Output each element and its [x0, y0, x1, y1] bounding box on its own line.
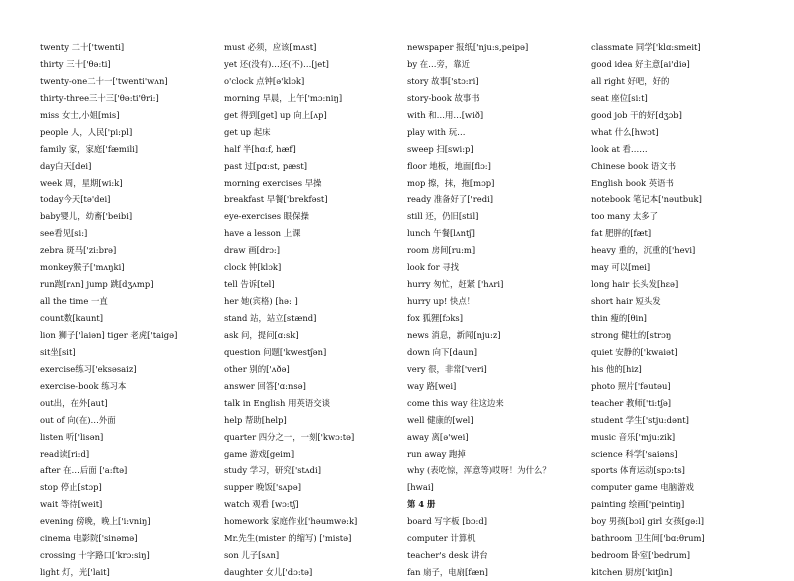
vocab-entry: exercise练习['eksəsaiz]	[40, 363, 137, 374]
vocab-entry: her 她(宾格) [hə: ]	[224, 296, 298, 307]
vocab-entry: too many 太多了	[591, 211, 658, 222]
vocab-entry: answer 回答['ɑ:nsə]	[224, 380, 306, 391]
vocab-entry: clock 钟[klɔk]	[224, 262, 282, 273]
vocab-entry: heavy 重的，沉重的['hevi]	[591, 245, 696, 256]
vocab-entry: look for 寻找	[407, 262, 460, 273]
vocab-entry: student 学生['stju:dənt]	[591, 414, 689, 425]
vocab-entry: long hair 长头发[hɛə]	[591, 279, 679, 290]
vocab-entry: stop 停止[stɔp]	[40, 482, 102, 493]
vocab-entry: light 灯，光['lait]	[40, 567, 110, 578]
vocab-entry: mop 擦，抹，拖[mɔp]	[407, 177, 495, 188]
vocab-entry: miss 女士,小姐[mis]	[40, 109, 120, 120]
vocab-entry: music 音乐['mju:zik]	[591, 431, 676, 442]
vocab-entry: have a lesson 上课	[224, 228, 301, 239]
vocab-entry: bedroom 卧室['bedrum]	[591, 550, 690, 561]
vocab-entry: twenty 二十['twenti]	[40, 42, 125, 52]
vocab-entry: kitchen 厨房['kitʃin]	[591, 567, 673, 578]
vocab-entry: board 写字板 [bɔ:d]	[407, 516, 487, 527]
vocab-entry: game 游戏[geim]	[224, 448, 295, 459]
vocab-entry: out of 向(在)…外面	[40, 414, 116, 425]
vocab-column-1	[40, 39, 210, 581]
vocab-entry: out出，在外[aut]	[40, 397, 108, 408]
book-section-heading: 第 4 册	[407, 499, 436, 510]
vocab-entry: morning exercises 早操	[224, 177, 322, 188]
vocab-entry: zebra 斑马['zi:brə]	[40, 245, 117, 256]
vocab-entry: news 消息，新闻[nju:z]	[407, 329, 501, 340]
vocab-entry: morning 早晨，上午['mɔ:niŋ]	[224, 92, 343, 103]
vocab-entry: draw 画[drɔ:]	[224, 245, 280, 256]
vocab-entry: sweep 扫[swi:p]	[407, 143, 474, 154]
vocab-entry: Mr.先生(mister 的缩写) ['mistə]	[224, 533, 352, 544]
vocab-entry: other 别的['ʌðə]	[224, 363, 290, 374]
vocab-entry: stand 站，站立[stænd]	[224, 313, 317, 323]
vocab-entry: today今天[tə'dei]	[40, 194, 111, 205]
vocab-entry: may 可以[mei]	[591, 262, 651, 273]
vocab-entry: room 房间[ru:m]	[407, 245, 476, 256]
vocab-entry: lunch 午餐[lʌntʃ]	[407, 228, 475, 239]
vocab-entry: sports 体育运动[spɔ:ts]	[591, 465, 685, 476]
vocab-entry: quiet 安静的['kwaiət]	[591, 346, 678, 357]
vocab-entry: wait 等待[weit]	[40, 499, 103, 510]
vocab-entry: play with 玩…	[407, 126, 466, 137]
vocab-entry: short hair 短头发	[591, 296, 661, 307]
vocab-entry: help 帮助[help]	[224, 414, 287, 425]
vocab-entry: count数[kaunt]	[40, 313, 104, 323]
vocab-entry: daughter 女儿['dɔ:tə]	[224, 567, 313, 578]
vocab-entry: come this way 往这边来	[407, 397, 504, 408]
vocab-entry: photo 照片['fəutəu]	[591, 380, 671, 391]
vocab-entry: tell 告诉[tel]	[224, 279, 275, 290]
vocab-entry: past 过[pɑ:st, pæst]	[224, 160, 308, 171]
vocab-entry: yet 还(没有)…还(不)…[jet]	[224, 58, 329, 69]
vocab-entry: talk in English 用英语交谈	[224, 397, 330, 408]
vocab-entry: bathroom 卫生间['bɑ:θrum]	[591, 533, 705, 544]
vocab-entry: [hwai]	[407, 482, 434, 493]
vocab-entry: week 周，星期[wi:k]	[40, 177, 123, 188]
vocab-entry: after 在…后面 ['a:ftə]	[40, 465, 128, 476]
vocab-entry: run away 跑掉	[407, 448, 466, 459]
vocab-entry: thirty-three三十三['θə:ti'θri:]	[40, 92, 159, 103]
vocab-entry: what 什么[hwɔt]	[591, 126, 659, 137]
vocab-entry: listen 听['lisən]	[40, 431, 104, 442]
vocab-entry: boy 男孩[bɔi] girl 女孩[gə:l]	[591, 516, 704, 527]
vocab-entry: twenty-one二十一['twenti'wʌn]	[40, 75, 168, 86]
vocab-entry: quarter 四分之一，一刻['kwɔ:tə]	[224, 431, 355, 442]
vocab-entry: family 家，家庭['fæmili]	[40, 143, 139, 154]
vocab-entry: thirty 三十['θə:ti]	[40, 58, 111, 69]
vocab-entry: look at 看……	[591, 143, 648, 154]
vocab-entry: seat 座位[si:t]	[591, 92, 648, 103]
vocab-column-4	[591, 39, 786, 581]
vocab-entry: story-book 故事书	[407, 92, 480, 103]
vocab-entry: day白天[dei]	[40, 160, 92, 171]
vocab-entry: get up 起床	[224, 126, 271, 137]
vocab-entry: study 学习，研究['stʌdi]	[224, 465, 321, 476]
vocab-entry: Chinese book 语文书	[591, 160, 677, 171]
vocab-entry: by 在…旁，靠近	[407, 58, 471, 69]
vocab-entry: good idea 好主意[ai'diə]	[591, 58, 690, 69]
vocab-entry: science 科学['saiəns]	[591, 448, 678, 459]
vocab-entry: fan 扇子，电扇[fæn]	[407, 567, 488, 578]
vocab-entry: people 人，人民['pi:pl]	[40, 126, 133, 137]
vocab-entry: story 故事['stɔ:ri]	[407, 75, 479, 86]
vocab-entry: son 儿子[sʌn]	[224, 550, 280, 561]
vocab-entry: way 路[wei]	[407, 380, 457, 391]
vocab-entry: half 半[hɑ:f, hæf]	[224, 143, 296, 154]
vocab-entry: notebook 笔记本['nəutbuk]	[591, 194, 702, 205]
vocab-entry: ready 准备好了['redi]	[407, 194, 494, 205]
vocab-entry: computer game 电脑游戏	[591, 482, 694, 493]
vocab-entry: evening 傍晚，晚上['i:vniŋ]	[40, 516, 151, 527]
vocab-entry: must 必须，应该[mʌst]	[224, 42, 317, 52]
vocab-entry: fox 狐狸[fɔks]	[407, 313, 463, 323]
vocab-entry: strong 健壮的[strɔŋ	[591, 329, 672, 340]
vocab-entry: monkey猴子['mʌŋki]	[40, 262, 125, 273]
vocab-entry: teacher's desk 讲台	[407, 550, 488, 561]
vocab-column-3	[407, 39, 587, 581]
vocab-entry: get 得到[get] up 向上[ʌp]	[224, 109, 327, 120]
vocab-entry: hurry up! 快点！	[407, 296, 476, 307]
vocab-entry: why (表吃惊，浑意等)哎呀！为什么？	[407, 465, 551, 476]
vocab-entry: all right 好吧，好的	[591, 75, 670, 86]
vocab-entry: floor 地板，地面[flɔ:]	[407, 160, 491, 171]
vocab-entry: baby婴儿，幼畜['beibi]	[40, 211, 133, 222]
vocab-entry: classmate 同学['klɑ:smeit]	[591, 42, 701, 52]
vocab-entry: good job 干的好[dʒɔb]	[591, 109, 682, 120]
vocab-entry: crossing 十字路口['krɔ:siŋ]	[40, 550, 150, 561]
vocab-entry: breakfast 早餐['brekfəst]	[224, 194, 328, 205]
vocab-entry: question 问题['kwestʃən]	[224, 346, 327, 357]
vocab-entry: supper 晚饭['sʌpə]	[224, 482, 301, 493]
vocab-entry: English book 英语书	[591, 177, 674, 188]
vocab-entry: read读[ri:d]	[40, 448, 90, 459]
vocab-entry: cinema 电影院['sinəmə]	[40, 533, 138, 544]
vocab-entry: ask 问，提问[ɑ:sk]	[224, 329, 299, 340]
vocab-entry: watch 观看 [wɔ:tʃ]	[224, 499, 299, 510]
vocab-entry: away 离[ə'wei]	[407, 431, 469, 442]
vocab-entry: with 和…用…[wið]	[407, 109, 484, 120]
vocab-entry: well 健康的[wel]	[407, 414, 474, 425]
vocab-entry: exercise-book 练习本	[40, 380, 127, 391]
vocab-column-2	[224, 39, 396, 581]
vocab-entry: very 很，非常['veri]	[407, 363, 487, 374]
vocab-entry: newspaper 报纸['nju:s,peipə]	[407, 42, 529, 52]
vocab-entry: thin 瘦的[θin]	[591, 313, 647, 323]
vocab-entry: painting 绘画['peintiŋ]	[591, 499, 685, 510]
vocab-entry: all the time 一直	[40, 296, 108, 307]
vocab-entry: see看见[si:]	[40, 228, 88, 239]
vocab-entry: sit坐[sit]	[40, 346, 76, 357]
vocab-entry: computer 计算机	[407, 533, 476, 544]
vocab-entry: his 他的[hiz]	[591, 363, 642, 374]
vocab-entry: eye-exercises 眼保操	[224, 211, 309, 222]
vocab-entry: run跑[rʌn] jump 跳[dʒʌmp]	[40, 279, 154, 290]
vocab-entry: still 还，仍旧[stil]	[407, 211, 479, 222]
vocab-entry: hurry 匆忙，赶紧 ['hʌri]	[407, 279, 504, 290]
vocab-entry: teacher 教师['ti:tʃə]	[591, 397, 672, 408]
vocab-entry: fat 肥胖的[fæt]	[591, 228, 652, 239]
vocab-entry: lion 狮子['laiən] tiger 老虎['taigə]	[40, 329, 178, 340]
vocab-entry: homework 家庭作业['həumwə:k]	[224, 516, 358, 527]
vocab-entry: o'clock 点钟[ə'klɔk]	[224, 75, 305, 86]
vocab-entry: down 向下[daun]	[407, 346, 478, 357]
